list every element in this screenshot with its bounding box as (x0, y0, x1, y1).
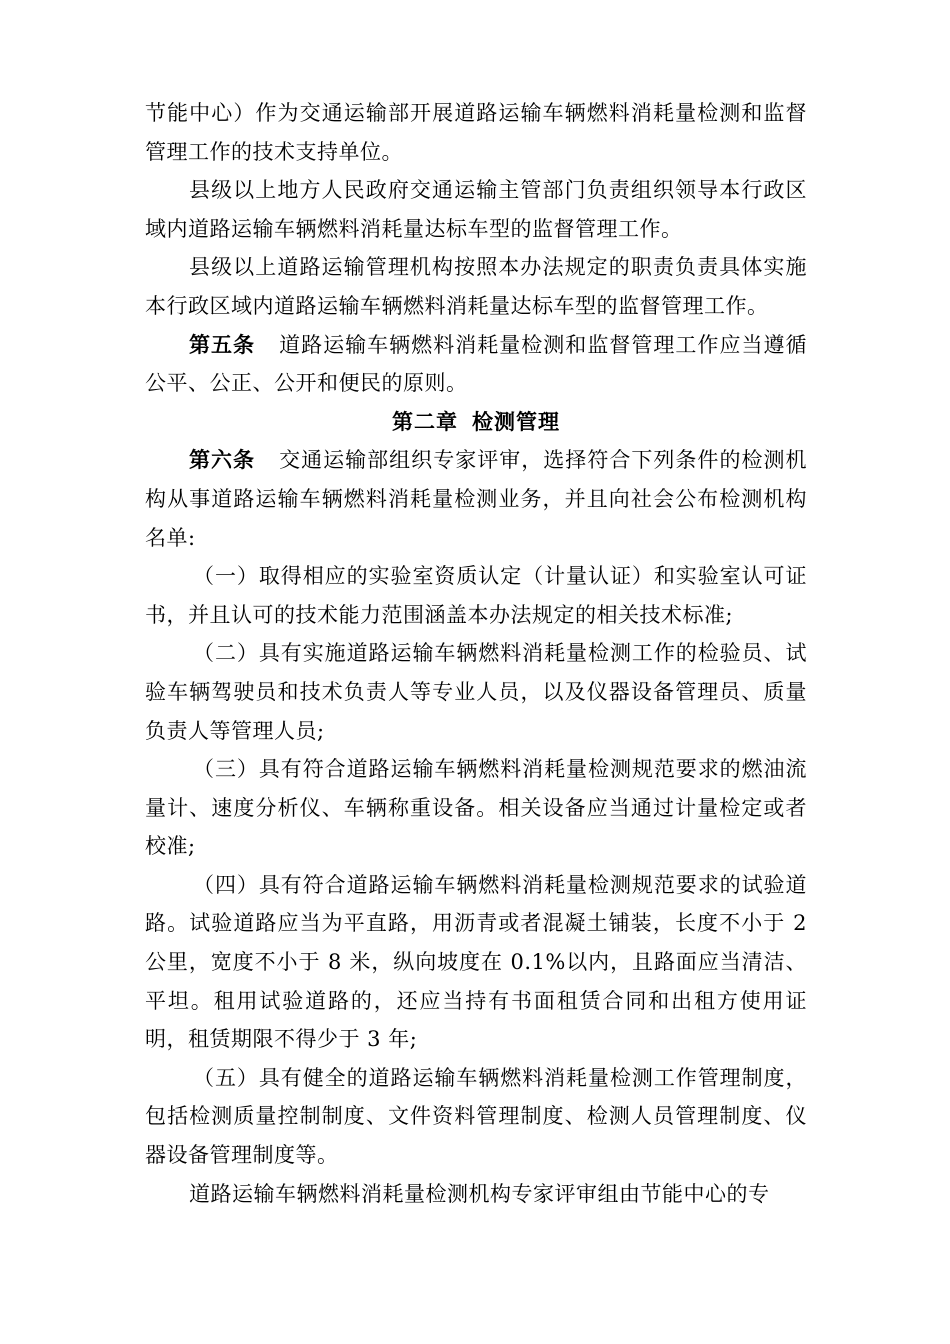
article-6-label: 第六条 (189, 447, 256, 473)
article-6-text: 交通运输部组织专家评审，选择符合下列条件的检测机构从事道路运输车辆燃料消耗量检测业务，并且向社会公布检测机构名单: (145, 448, 808, 550)
chapter-heading (145, 403, 807, 442)
article-5-text: 道路运输车辆燃料消耗量检测和监督管理工作应当遵循公平、公正、公开和便民的原则。 (145, 332, 808, 396)
chapter-number: 第二章 (392, 408, 458, 434)
chapter-title: 检测管理 (472, 408, 560, 434)
article-5 (145, 326, 807, 403)
article-6 (145, 441, 807, 557)
list-item: （五）具有健全的道路运输车辆燃料消耗量检测工作管理制度，包括检测质量控制制度、文件资料管理制度、检测人员管理制度、仪器设备管理制度等。 (145, 1065, 807, 1168)
paragraph-road-transport-agency: 县级以上道路运输管理机构按照本办法规定的职责负责具体实施本行政区域内道路运输车辆燃料消耗量达标车型的监督管理工作。 (145, 255, 807, 318)
paragraph-continuation: 节能中心）作为交通运输部开展道路运输车辆燃料消耗量检测和监督管理工作的技术支持单位。 (145, 101, 807, 164)
list-item: （四）具有符合道路运输车辆燃料消耗量检测规范要求的试验道路。试验道路应当为平直路，用沥青或者混凝土铺装，长度不小于 2 公里，宽度不小于 8 米，纵向坡度在 0.1%以内，且路面应当清洁、平坦。租用试验道路的，还应当持有书面租赁合同和出租方使用证明，租赁期限不得少于 3 年; (145, 872, 807, 1052)
paragraph-expert-panel: 道路运输车辆燃料消耗量检测机构专家评审组由节能中心的专 (189, 1181, 770, 1206)
list-item: （二）具有实施道路运输车辆燃料消耗量检测工作的检验员、试验车辆驾驶员和技术负责人等专业人员，以及仪器设备管理员、质量负责人等管理人员; (145, 641, 807, 743)
document-page (145, 94, 807, 1213)
article-5-label: 第五条 (189, 331, 256, 357)
list-item: （三）具有符合道路运输车辆燃料消耗量检测规范要求的燃油流量计、速度分析仪、车辆称重设备。相关设备应当通过计量检定或者校准; (145, 757, 807, 859)
list-item: （一）取得相应的实验室资质认定（计量认证）和实验室认可证书，并且认可的技术能力范围涵盖本办法规定的相关技术标准; (145, 564, 807, 627)
paragraph-local-authority: 县级以上地方人民政府交通运输主管部门负责组织领导本行政区域内道路运输车辆燃料消耗量达标车型的监督管理工作。 (145, 178, 807, 241)
